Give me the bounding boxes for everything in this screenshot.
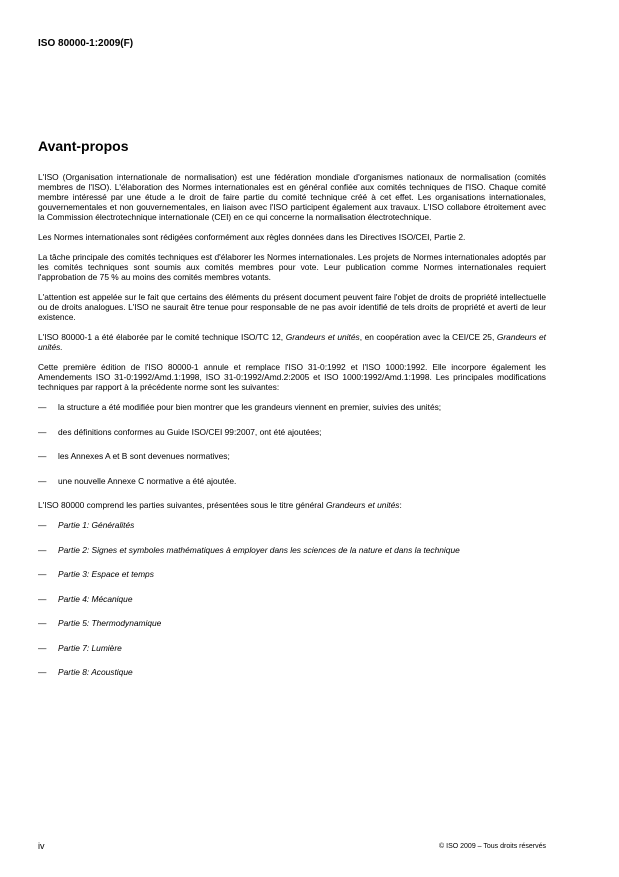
list-item [38,569,546,579]
dash-bullet: — [38,451,47,461]
document-page [38,0,546,877]
part-title: Partie 1: Généralités [58,520,135,530]
dash-bullet: — [38,402,47,412]
part-title: Partie 7: Lumière [58,642,122,653]
list-item [38,667,546,677]
paragraph-prepared-by [38,332,546,352]
list-item [38,402,546,412]
dash-bullet: — [38,569,47,579]
part-title: Partie 5: Thermodynamique [58,618,162,628]
prepared-by-title-2: Grandeurs et unités. [38,332,546,352]
part-title: Partie 8: Acoustique [58,667,133,677]
prepared-by-text-1: L'ISO 80000-1 a été élaborée par le comité technique ISO/TC 12, [38,332,286,342]
paragraph-first-edition: Cette première édition de l'ISO 80000-1 annule et remplace l'ISO 31-0:1992 et l'ISO 1000:1992. Elle incorpore également les Amendements ISO 31-0:1992/Amd.1:1998, ISO 31-0:1992/Amd.2:2005 et ISO 1000:1992/Amd.1:1998. Les principales modifications techniques par rapport à la précédente norme sont les suivantes: [38,362,546,392]
list-item [38,476,546,486]
dash-bullet: — [38,426,47,437]
dash-bullet: — [38,642,47,653]
document-identifier: ISO 80000-1:2009(F) [38,38,134,49]
copyright-notice: © ISO 2009 – Tous droits réservés [439,843,546,850]
parts-intro-title: Grandeurs et unités [325,500,400,510]
dash-bullet: — [38,618,47,628]
list-item [38,594,546,604]
list-item [38,643,546,653]
list-item [38,545,546,555]
paragraph-technical-committees: La tâche principale des comités techniques est d'élaborer les Normes internationales. Les projets de Normes internationales adoptés par les comités techniques sont soumis aux comités membres pour vote. Leur publication comme Normes internationales requiert l'approbation de 75 % au moins des comités membres votants. [38,252,546,282]
dash-bullet: — [38,475,47,486]
dash-bullet: — [38,520,47,530]
changes-list [38,402,546,486]
dash-bullet: — [38,667,47,677]
paragraph-directives: Les Normes internationales sont rédigées conformément aux règles données dans les Directives ISO/CEI, Partie 2. [38,232,466,242]
change-text: la structure a été modifiée pour bien montrer que les grandeurs viennent en premier, suivies des unités; [58,402,442,412]
page-number: iv [38,841,45,851]
list-item [38,520,546,530]
change-text: les Annexes A et B sont devenues normatives; [58,451,230,461]
list-item [38,427,546,437]
paragraph-iso-organisation: L'ISO (Organisation internationale de normalisation) est une fédération mondiale d'organismes nationaux de normalisation (comités membres de l'ISO). L'élaboration des Normes internationales est en général confiée aux comités techniques de l'ISO. Chaque comité membre intéressé par une étude a le droit de faire partie du comité technique créé à cet effet. Les organisations internationales, gouvernementales et non gouvernementales, en liaison avec l'ISO participent également aux travaux. L'ISO collabore étroitement avec la Commission électrotechnique internationale (CEI) en ce qui concerne la normalisation électrotechnique. [38,172,546,222]
parts-list [38,520,546,677]
paragraph-parts-intro [38,500,546,510]
parts-intro-text-1: L'ISO 80000 comprend les parties suivantes, présentées sous le titre général [38,500,326,510]
paragraph-patent-rights: L'attention est appelée sur le fait que certains des éléments du présent document peuvent faire l'objet de droits de propriété intellectuelle ou de droits analogues. L'ISO ne saurait être tenue pour responsable de ne pas avoir identifié de tels droits de propriété et averti de leur existence. [38,292,546,322]
page-title: Avant-propos [38,138,129,154]
change-text: des définitions conformes au Guide ISO/CEI 99:2007, ont été ajoutées; [58,426,322,437]
dash-bullet: — [38,593,47,604]
prepared-by-title-1: Grandeurs et unités [285,332,360,342]
list-item [38,451,546,461]
foreword-body [38,172,546,692]
list-item [38,618,546,628]
change-text: une nouvelle Annexe C normative a été ajoutée. [58,475,237,486]
prepared-by-text-2: , en coopération avec la CEI/CE 25, [359,332,497,342]
dash-bullet: — [38,544,47,555]
part-title: Partie 2: Signes et symboles mathématiques à employer dans les sciences de la nature et dans la technique [58,544,460,555]
part-title: Partie 3: Espace et temps [58,569,154,579]
parts-intro-text-2: : [399,500,402,510]
part-title: Partie 4: Mécanique [58,593,133,604]
